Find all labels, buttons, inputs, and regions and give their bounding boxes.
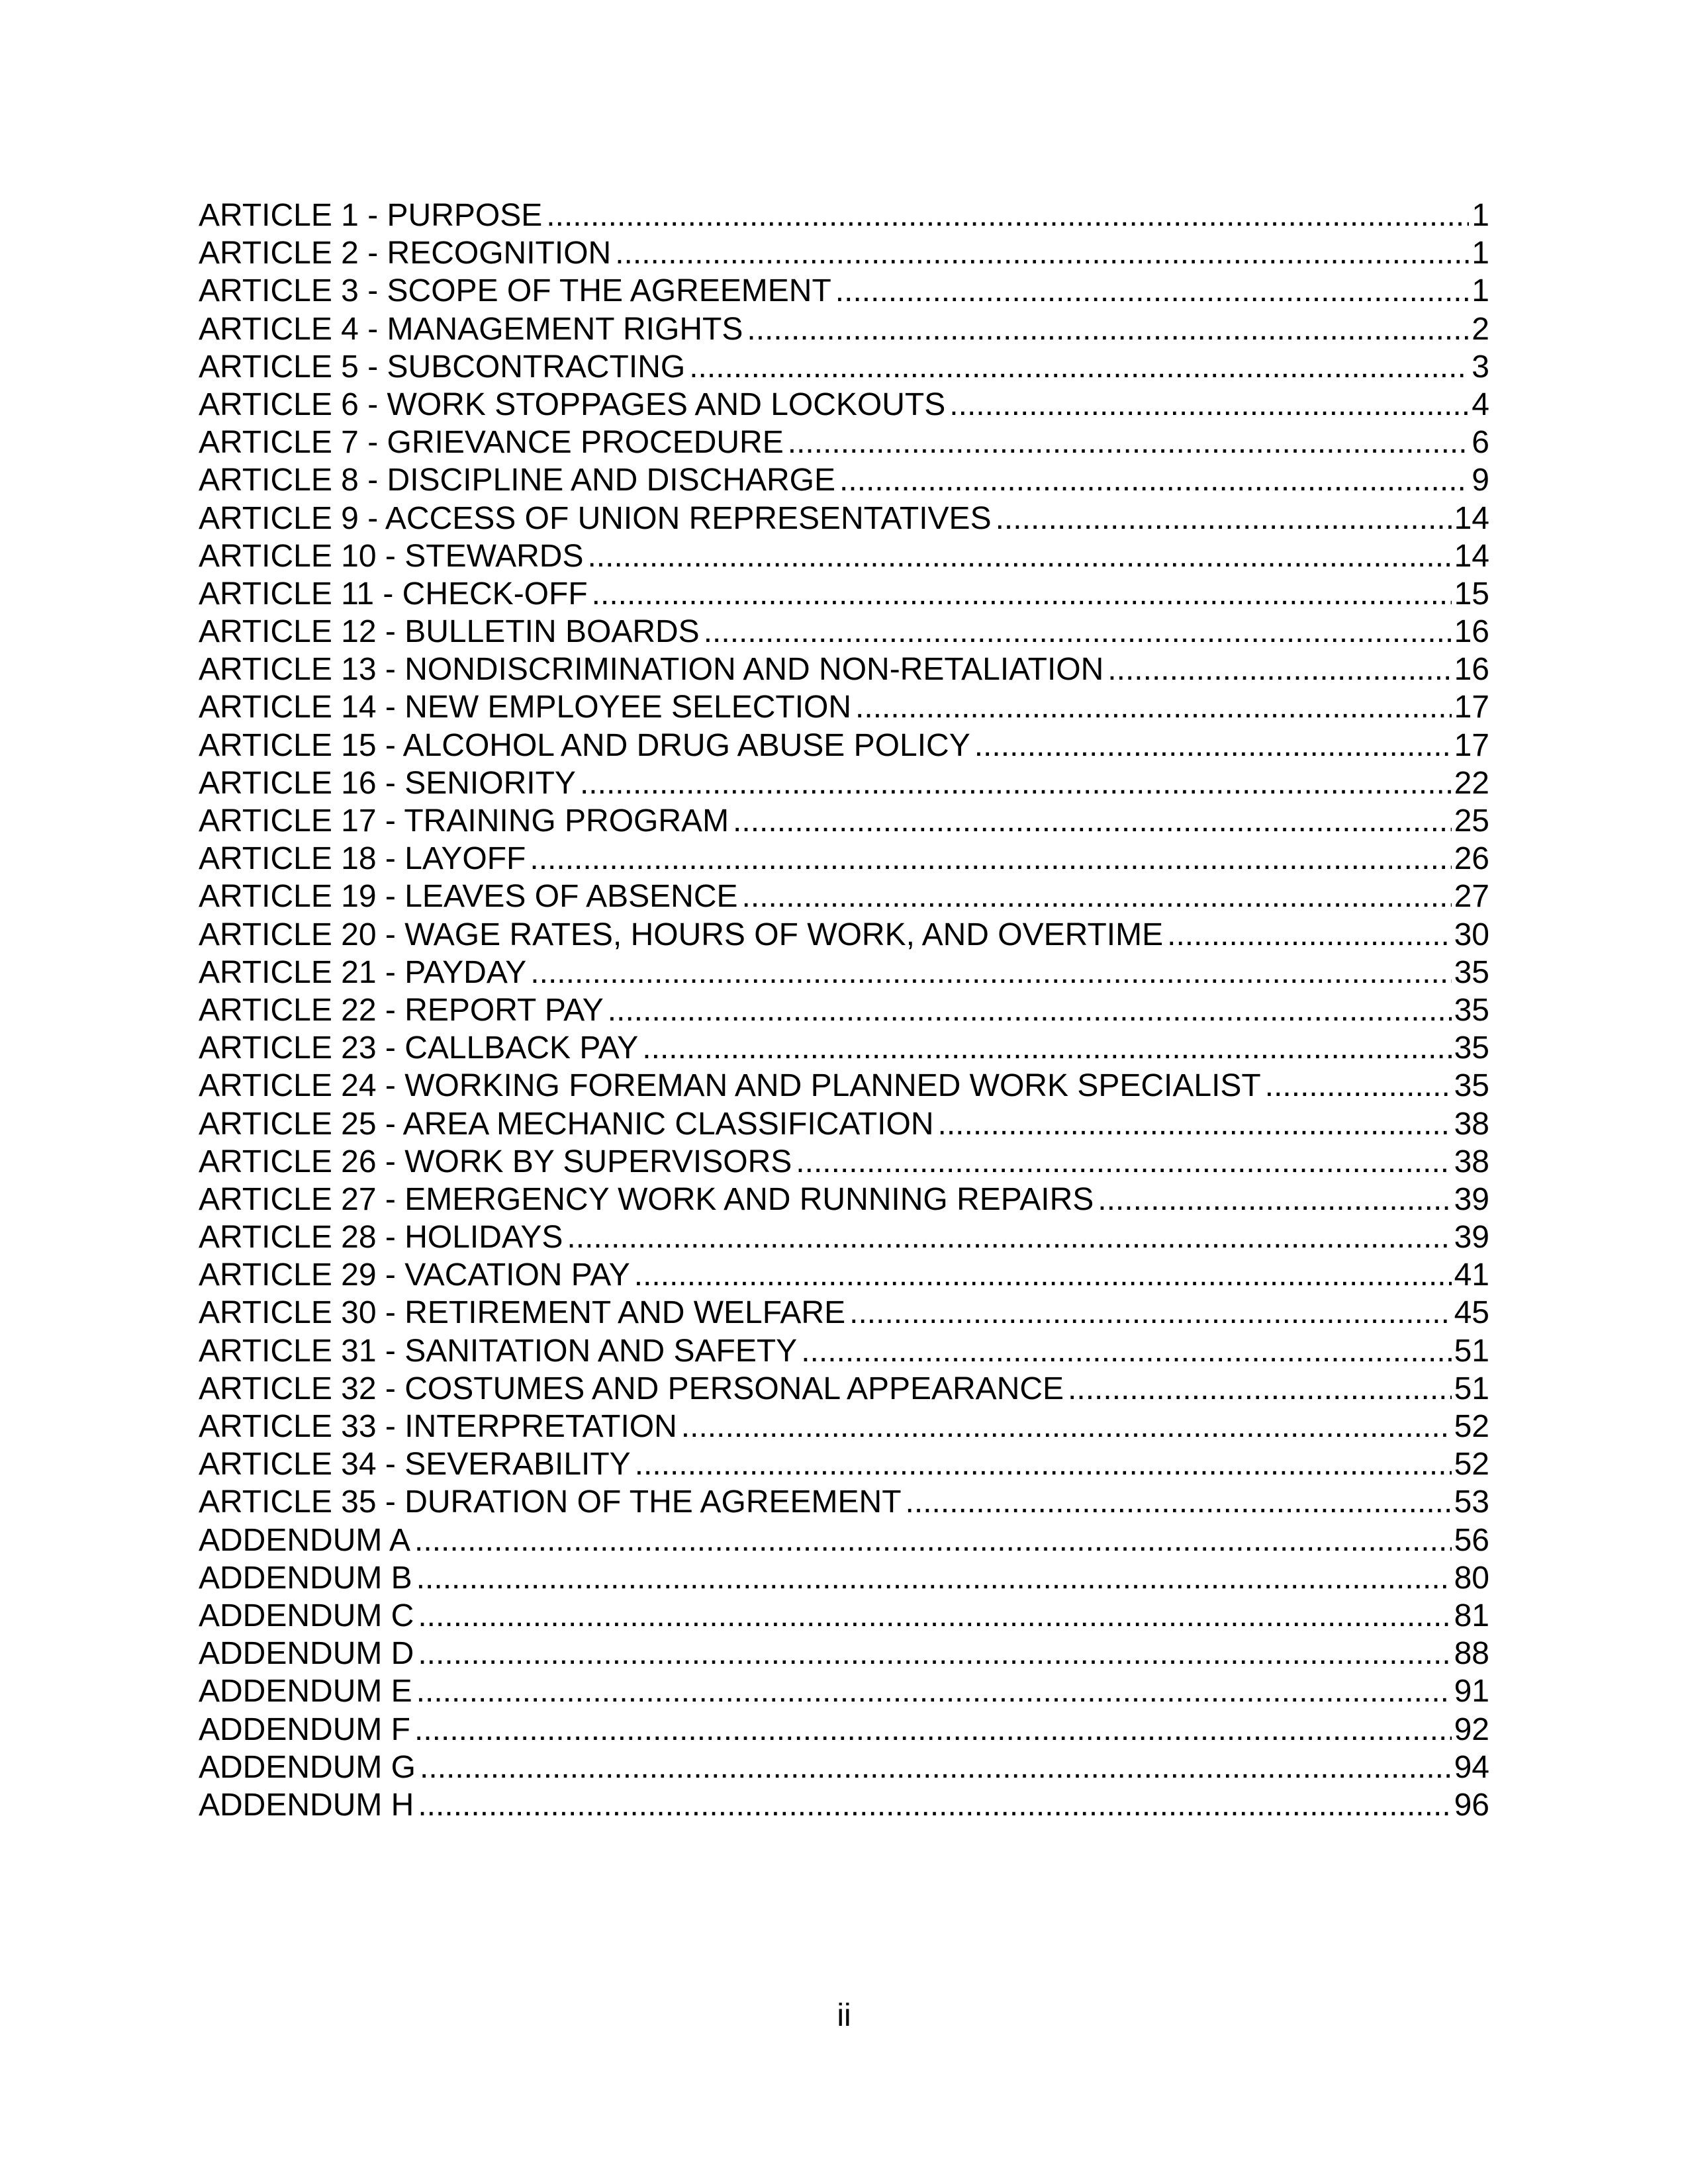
- toc-entry[interactable]: [199, 613, 1489, 651]
- toc-entry-label: ARTICLE 20 - WAGE RATES, HOURS OF WORK, AND OVERTIME: [199, 917, 1164, 952]
- toc-entry-page-number: 94: [1454, 1749, 1489, 1785]
- toc-entry[interactable]: [199, 651, 1489, 688]
- toc-entry[interactable]: [199, 424, 1489, 461]
- toc-entry-label: ARTICLE 5 - SUBCONTRACTING: [199, 349, 686, 385]
- toc-entry-label: ARTICLE 6 - WORK STOPPAGES AND LOCKOUTS: [199, 387, 946, 422]
- toc-entry-label: ADDENDUM G: [199, 1749, 416, 1785]
- toc-entry-label: ARTICLE 4 - MANAGEMENT RIGHTS: [199, 311, 743, 347]
- toc-entry-label: ARTICLE 9 - ACCESS OF UNION REPRESENTATIVES: [199, 500, 992, 536]
- toc-entry-page-number: 16: [1454, 614, 1489, 650]
- dot-leader: [418, 1597, 1451, 1635]
- toc-entry[interactable]: [199, 1408, 1489, 1445]
- toc-entry-page-number: 80: [1454, 1560, 1489, 1596]
- toc-entry-label: ARTICLE 17 - TRAINING PROGRAM: [199, 803, 729, 839]
- toc-entry-page-number: 35: [1454, 992, 1489, 1028]
- toc-entry-label: ADDENDUM C: [199, 1598, 414, 1633]
- toc-entry-page-number: 2: [1472, 311, 1489, 347]
- toc-entry-page-number: 91: [1454, 1674, 1489, 1709]
- toc-entry-label: ARTICLE 16 - SENIORITY: [199, 765, 576, 801]
- toc-entry-page-number: 1: [1472, 273, 1489, 309]
- dot-leader: [796, 1143, 1451, 1181]
- dot-leader: [530, 954, 1451, 991]
- toc-entry[interactable]: [199, 1294, 1489, 1332]
- dot-leader: [642, 1029, 1451, 1067]
- toc-entry-page-number: 52: [1454, 1409, 1489, 1444]
- toc-entry-page-number: 16: [1454, 652, 1489, 688]
- dot-leader: [416, 1672, 1452, 1710]
- toc-entry-label: ARTICLE 11 - CHECK-OFF: [199, 576, 588, 612]
- toc-entry-page-number: 51: [1454, 1333, 1489, 1369]
- toc-entry-page-number: 38: [1454, 1144, 1489, 1179]
- toc-entry-page-number: 39: [1454, 1220, 1489, 1255]
- dot-leader: [1265, 1067, 1452, 1105]
- dot-leader: [974, 727, 1452, 764]
- toc-entry-page-number: 14: [1454, 500, 1489, 536]
- toc-entry-page-number: 45: [1454, 1295, 1489, 1331]
- toc-entry-page-number: 38: [1454, 1106, 1489, 1142]
- toc-entry[interactable]: [199, 688, 1489, 726]
- dot-leader: [747, 310, 1469, 348]
- toc-entry-label: ARTICLE 10 - STEWARDS: [199, 538, 584, 574]
- toc-entry-page-number: 35: [1454, 954, 1489, 990]
- toc-entry-page-number: 35: [1454, 1030, 1489, 1066]
- toc-entry-label: ARTICLE 12 - BULLETIN BOARDS: [199, 614, 700, 650]
- toc-entry-page-number: 9: [1472, 463, 1489, 498]
- toc-entry-page-number: 14: [1454, 538, 1489, 574]
- toc-entry-label: ARTICLE 25 - AREA MECHANIC CLASSIFICATION: [199, 1106, 934, 1142]
- toc-entry-label: ARTICLE 22 - REPORT PAY: [199, 992, 604, 1028]
- toc-entry-page-number: 17: [1454, 690, 1489, 725]
- toc-entry-page-number: 1: [1472, 236, 1489, 271]
- toc-entry-label: ARTICLE 13 - NONDISCRIMINATION AND NON-RETALIATION: [199, 652, 1104, 688]
- dot-leader: [996, 500, 1452, 537]
- dot-leader: [1107, 651, 1451, 688]
- toc-entry-label: ARTICLE 2 - RECOGNITION: [199, 236, 612, 271]
- toc-entry[interactable]: [199, 272, 1489, 310]
- toc-entry[interactable]: [199, 1445, 1489, 1483]
- toc-entry[interactable]: [199, 386, 1489, 424]
- dot-leader: [530, 840, 1451, 878]
- dot-leader: [801, 1332, 1451, 1370]
- toc-entry-label: ARTICLE 18 - LAYOFF: [199, 841, 526, 877]
- toc-entry-page-number: 41: [1454, 1257, 1489, 1293]
- toc-entry-page-number: 88: [1454, 1636, 1489, 1672]
- toc-entry[interactable]: [199, 348, 1489, 386]
- toc-entry-label: ARTICLE 33 - INTERPRETATION: [199, 1409, 677, 1444]
- toc-entry-page-number: 81: [1454, 1598, 1489, 1633]
- toc-entry-label: ARTICLE 27 - EMERGENCY WORK AND RUNNING REPAIRS: [199, 1181, 1094, 1217]
- dot-leader: [608, 991, 1452, 1029]
- dot-leader: [788, 424, 1470, 461]
- toc-entry[interactable]: [199, 1256, 1489, 1294]
- toc-entry[interactable]: [199, 878, 1489, 915]
- toc-entry-label: ARTICLE 15 - ALCOHOL AND DRUG ABUSE POLICY: [199, 727, 970, 763]
- dot-leader: [949, 386, 1469, 424]
- toc-entry-label: ARTICLE 28 - HOLIDAYS: [199, 1220, 563, 1255]
- toc-entry[interactable]: [199, 1029, 1489, 1067]
- toc-entry[interactable]: [199, 1105, 1489, 1143]
- toc-entry-page-number: 39: [1454, 1181, 1489, 1217]
- toc-entry-page-number: 35: [1454, 1068, 1489, 1104]
- toc-entry[interactable]: [199, 1067, 1489, 1105]
- dot-leader: [592, 575, 1452, 613]
- dot-leader: [580, 764, 1452, 802]
- dot-leader: [906, 1483, 1452, 1521]
- dot-leader: [938, 1105, 1452, 1143]
- dot-leader: [1167, 916, 1452, 954]
- toc-entry-label: ARTICLE 29 - VACATION PAY: [199, 1257, 630, 1293]
- toc-entry-label: ARTICLE 3 - SCOPE OF THE AGREEMENT: [199, 273, 831, 309]
- toc-entry-label: ADDENDUM F: [199, 1711, 410, 1747]
- toc-entry[interactable]: [199, 1370, 1489, 1408]
- toc-entry[interactable]: [199, 954, 1489, 991]
- toc-entry-label: ARTICLE 14 - NEW EMPLOYEE SELECTION: [199, 690, 852, 725]
- toc-entry-label: ADDENDUM A: [199, 1522, 411, 1558]
- toc-entry-label: ARTICLE 8 - DISCIPLINE AND DISCHARGE: [199, 463, 836, 498]
- dot-leader: [416, 1559, 1452, 1597]
- toc-entry[interactable]: [199, 1181, 1489, 1218]
- toc-entry-label: ADDENDUM E: [199, 1674, 412, 1709]
- toc-entry-label: ARTICLE 31 - SANITATION AND SAFETY: [199, 1333, 798, 1369]
- toc-entry[interactable]: [199, 1218, 1489, 1256]
- toc-entry-label: ARTICLE 21 - PAYDAY: [199, 954, 527, 990]
- toc-entry-page-number: 53: [1454, 1484, 1489, 1520]
- toc-entry-page-number: 92: [1454, 1711, 1489, 1747]
- toc-entry-page-number: 4: [1472, 387, 1489, 422]
- toc-entry-page-number: 1: [1472, 198, 1489, 233]
- toc-entry-page-number: 27: [1454, 879, 1489, 915]
- dot-leader: [414, 1711, 1452, 1749]
- toc-entry-page-number: 51: [1454, 1371, 1489, 1406]
- toc-entry[interactable]: [199, 1559, 1489, 1597]
- dot-leader: [420, 1749, 1452, 1786]
- toc-entry-page-number: 17: [1454, 727, 1489, 763]
- dot-leader: [855, 688, 1452, 726]
- toc-entry-label: ARTICLE 24 - WORKING FOREMAN AND PLANNED WORK SPECIALIST: [199, 1068, 1261, 1104]
- toc-entry[interactable]: [199, 1522, 1489, 1559]
- dot-leader: [742, 878, 1452, 915]
- toc-entry[interactable]: [199, 461, 1489, 499]
- toc-entry[interactable]: [199, 802, 1489, 840]
- page-number: ii: [837, 1998, 851, 2033]
- toc-entry-label: ARTICLE 34 - SEVERABILITY: [199, 1447, 631, 1482]
- toc-entry[interactable]: [199, 234, 1489, 272]
- toc-entry[interactable]: [199, 1332, 1489, 1370]
- toc-entry[interactable]: [199, 1143, 1489, 1181]
- toc-entry[interactable]: [199, 916, 1489, 954]
- dot-leader: [587, 537, 1451, 575]
- toc-entry-label: ADDENDUM H: [199, 1787, 414, 1823]
- toc-entry[interactable]: [199, 1672, 1489, 1710]
- toc-entry-page-number: 56: [1454, 1522, 1489, 1558]
- toc-entry-label: ARTICLE 35 - DURATION OF THE AGREEMENT: [199, 1484, 902, 1520]
- dot-leader: [635, 1445, 1452, 1483]
- dot-leader: [681, 1408, 1452, 1445]
- toc-entry-label: ARTICLE 26 - WORK BY SUPERVISORS: [199, 1144, 792, 1179]
- toc-entry[interactable]: [199, 840, 1489, 878]
- toc-entry[interactable]: [199, 1786, 1489, 1824]
- dot-leader: [1068, 1370, 1452, 1408]
- toc-entry-label: ARTICLE 30 - RETIREMENT AND WELFARE: [199, 1295, 846, 1331]
- dot-leader: [414, 1522, 1452, 1559]
- dot-leader: [418, 1635, 1451, 1672]
- dot-leader: [835, 272, 1470, 310]
- toc-entry-page-number: 96: [1454, 1787, 1489, 1823]
- toc-entry-page-number: 30: [1454, 917, 1489, 952]
- toc-entry[interactable]: [199, 500, 1489, 537]
- dot-leader: [418, 1786, 1451, 1824]
- toc-entry[interactable]: [199, 727, 1489, 764]
- toc-entry[interactable]: [199, 1711, 1489, 1749]
- toc-entry-page-number: 26: [1454, 841, 1489, 877]
- toc-entry-page-number: 6: [1472, 425, 1489, 461]
- dot-leader: [733, 802, 1452, 840]
- toc-entry-label: ADDENDUM D: [199, 1636, 414, 1672]
- dot-leader: [567, 1218, 1451, 1256]
- toc-entry-label: ADDENDUM B: [199, 1560, 412, 1596]
- toc-entry-label: ARTICLE 19 - LEAVES OF ABSENCE: [199, 879, 738, 915]
- dot-leader: [615, 234, 1469, 272]
- dot-leader: [849, 1294, 1452, 1332]
- dot-leader: [1098, 1181, 1451, 1218]
- toc-entry[interactable]: [199, 764, 1489, 802]
- toc-entry[interactable]: [199, 197, 1489, 234]
- toc-entry-label: ARTICLE 1 - PURPOSE: [199, 198, 543, 233]
- toc-entry[interactable]: [199, 1635, 1489, 1672]
- toc-entry[interactable]: [199, 310, 1489, 348]
- dot-leader: [839, 461, 1469, 499]
- toc-entry[interactable]: [199, 1483, 1489, 1521]
- toc-entry-label: ARTICLE 23 - CALLBACK PAY: [199, 1030, 639, 1066]
- dot-leader: [689, 348, 1469, 386]
- toc-entry[interactable]: [199, 991, 1489, 1029]
- toc-entry-page-number: 15: [1454, 576, 1489, 612]
- toc-entry[interactable]: [199, 1749, 1489, 1786]
- toc-entry-page-number: 25: [1454, 803, 1489, 839]
- toc-entry-label: ARTICLE 32 - COSTUMES AND PERSONAL APPEARANCE: [199, 1371, 1064, 1406]
- toc-entry-label: ARTICLE 7 - GRIEVANCE PROCEDURE: [199, 425, 784, 461]
- dot-leader: [546, 197, 1469, 234]
- toc-entry[interactable]: [199, 537, 1489, 575]
- toc-entry[interactable]: [199, 575, 1489, 613]
- toc-entry-page-number: 22: [1454, 765, 1489, 801]
- toc-entry-page-number: 52: [1454, 1447, 1489, 1482]
- toc-entry-page-number: 3: [1472, 349, 1489, 385]
- toc-entry[interactable]: [199, 1597, 1489, 1635]
- table-of-contents: [199, 197, 1489, 1824]
- dot-leader: [704, 613, 1452, 651]
- dot-leader: [634, 1256, 1452, 1294]
